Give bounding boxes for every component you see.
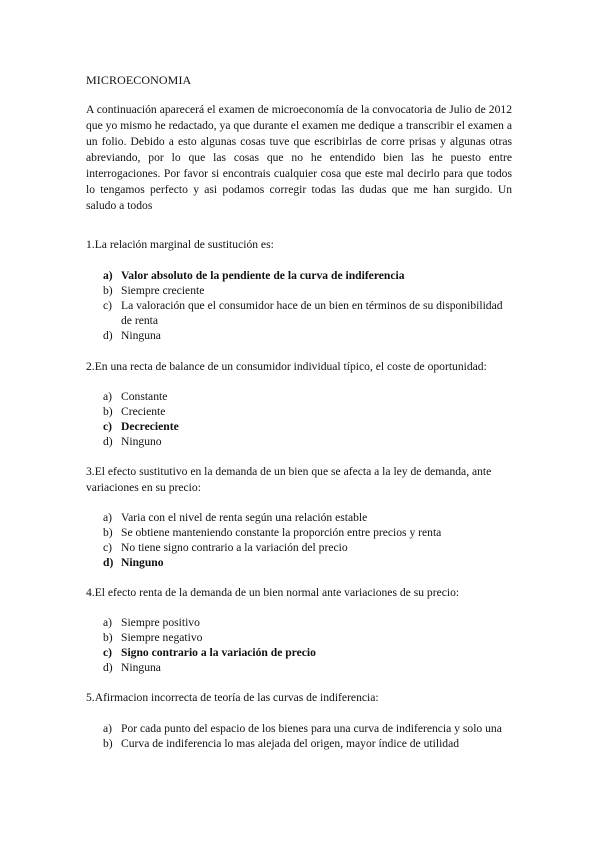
question-5-options [103,721,515,751]
option-5a: a) Por cada punto del espacio de los bienes para una curva de indiferencia y solo una [103,722,502,735]
question-4-options [103,615,515,675]
question-2-options [103,389,515,449]
question-2: 2.En una recta de balance de un consumidor individual típico, el coste de oportunidad: [86,360,487,373]
option-1d: d) Ninguna [103,329,161,342]
intro-paragraph: A continuación aparecerá el examen de microeconomía de la convocatoria de Julio de 2012 que yo mismo he redactado, ya que durante el examen me dedique a transcribir el examen a un folio. Debido a esto algunas cosas tuve que escribirlas de corre prisas y algunas otras abreviando, por lo que las cosas que no he entendido bien las he puesto entre interrogaciones. Por favor si encontrais cualquier cosa que este mal decirlo para que todos lo tengamos perfecto y asi podamos corregir todas las dudas que me han surgido. Un saludo a todos [86,103,512,212]
question-4: 4.El efecto renta de la demanda de un bien normal ante variaciones de su precio: [86,586,460,599]
document-title: MICROECONOMIA [86,73,192,87]
option-3c: c) No tiene signo contrario a la variación del precio [103,541,348,554]
option-2a: a) Constante [103,390,168,403]
option-4c: c) Signo contrario a la variación de precio [103,646,316,659]
question-3-options [103,510,515,570]
option-4d: d) Ninguna [103,661,161,674]
question-3: 3.El efecto sustitutivo en la demanda de un bien que se afecta a la ley de demanda, ante variaciones en su precio: [86,465,492,494]
option-3d: d) Ninguno [103,556,164,569]
option-1b: b) Siempre creciente [103,284,205,297]
option-3b: b) Se obtiene manteniendo constante la proporción entre precios y renta [103,526,442,539]
question-1-options [103,268,515,343]
option-4b: b) Siempre negativo [103,631,203,644]
option-2d: d) Ninguno [103,435,162,448]
option-1c: c) La valoración que el consumidor hace de un bien en términos de su disponibilidad de renta [103,299,503,327]
question-1: 1.La relación marginal de sustitución es: [86,238,274,251]
option-2b: b) Creciente [103,405,166,418]
question-5: 5.Afirmacion incorrecta de teoría de las curvas de indiferencia: [86,691,379,704]
option-2c: c) Decreciente [103,420,179,433]
option-1a: a) Valor absoluto de la pendiente de la curva de indiferencia [103,269,405,282]
option-5b: b) Curva de indiferencia lo mas alejada del origen, mayor índice de utilidad [103,737,460,750]
option-4a: a) Siempre positivo [103,616,200,629]
option-3a: a) Varia con el nivel de renta según una relación estable [103,511,368,524]
